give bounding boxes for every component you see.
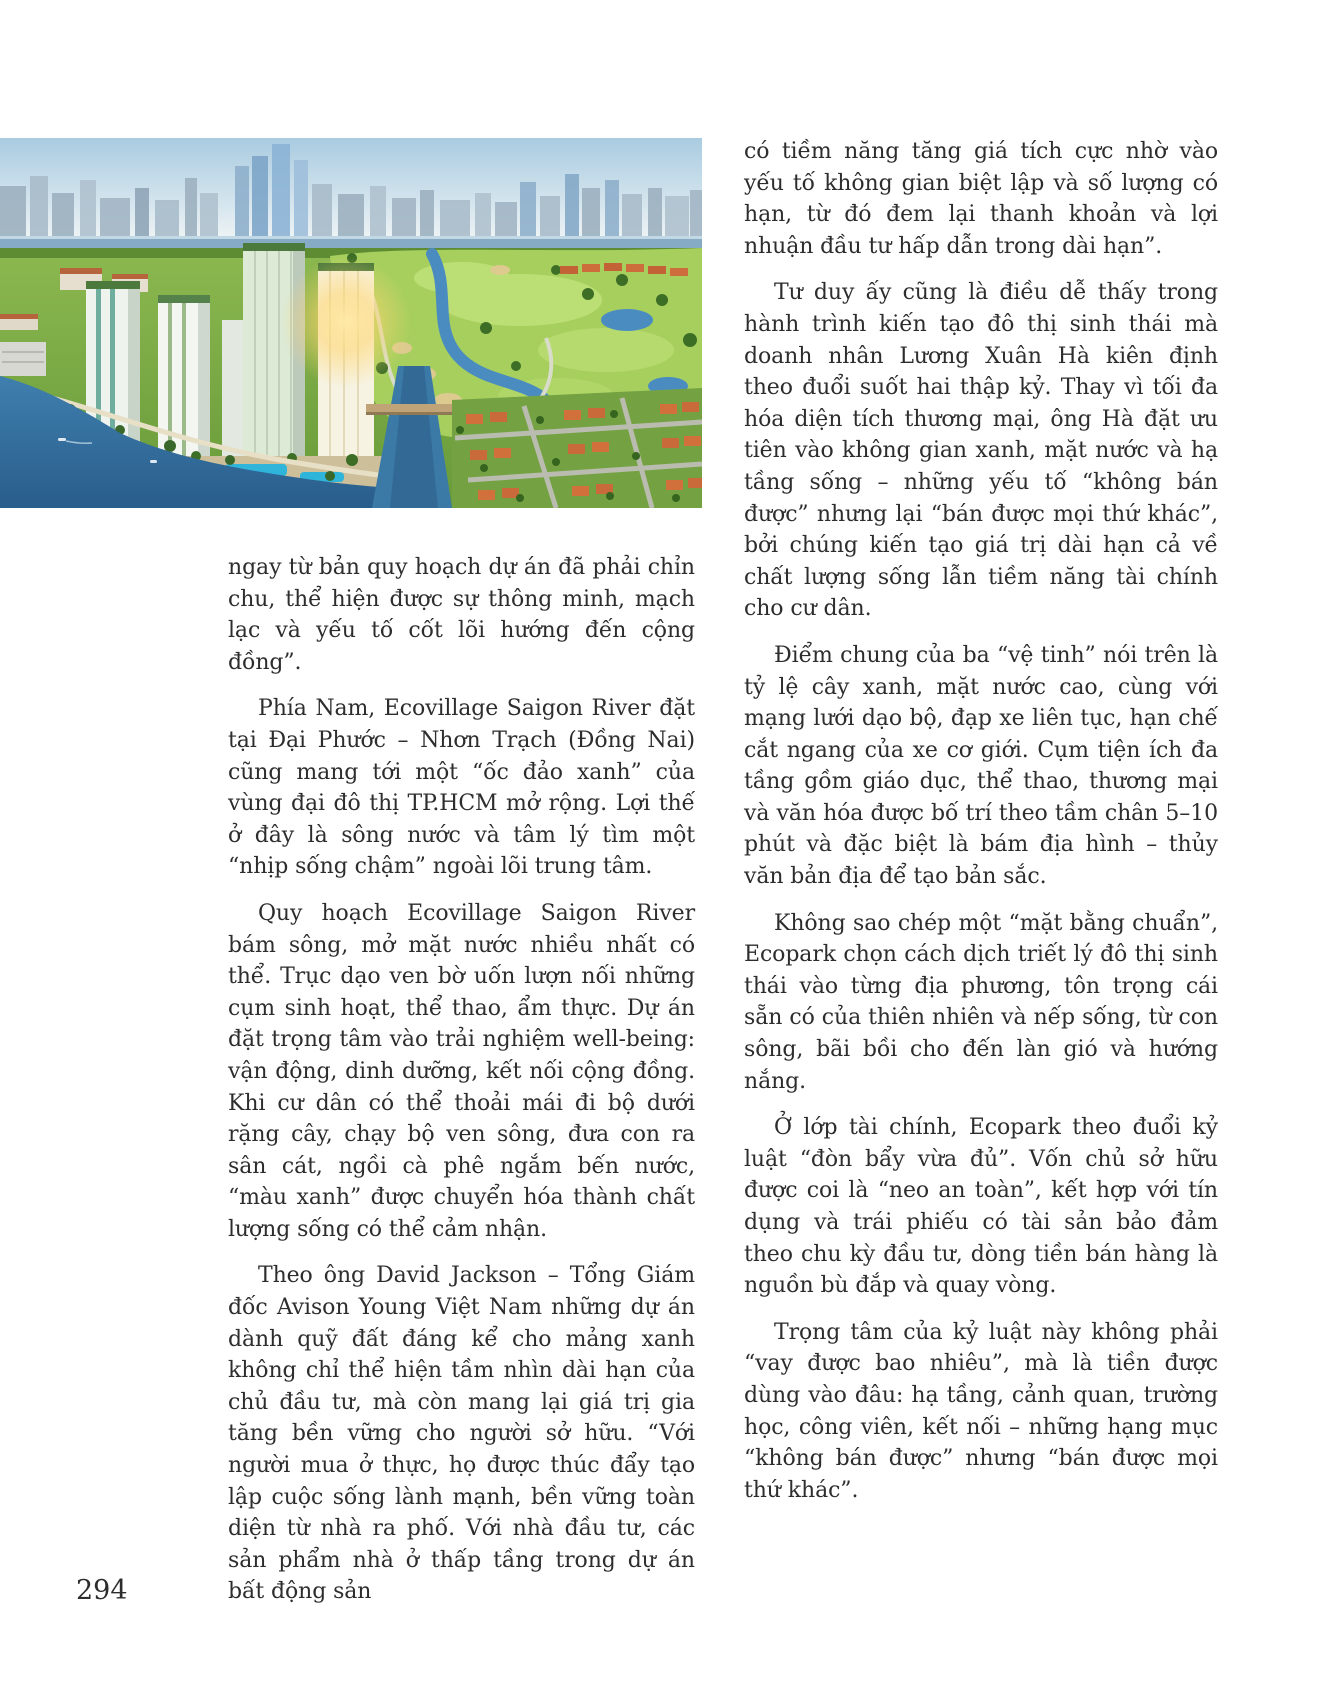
- paragraph: Ở lớp tài chính, Ecopark theo đuổi kỷ luật “đòn bẩy vừa đủ”. Vốn chủ sở hữu được coi là “neo an toàn”, kết hợp với tín dụng và trái phiếu có tài sản bảo đảm theo chu kỳ đầu tư, dòng tiền bán hàng là nguồn bù đắp và quay vòng.: [744, 1115, 1218, 1299]
- paragraph: Không sao chép một “mặt bằng chuẩn”, Ecopark chọn cách dịch triết lý đô thị sinh thái vào từng địa phương, tôn trọng cái sẵn có của thiên nhiên và nếp sống, từ con sông, bãi bồi cho đến làn gió và hướng nắng.: [744, 910, 1218, 1094]
- page-number: 294: [76, 1575, 128, 1606]
- paragraph: Quy hoạch Ecovillage Saigon River bám sông, mở mặt nước nhiều nhất có thể. Trục dạo ven bờ uốn lượn nối những cụm sinh hoạt, thể thao, ẩm thực. Dự án đặt trọng tâm vào trải nghiệm well-being: vận động, dinh dưỡng, kết nối cộng đồng. Khi cư dân có thể thoải mái đi bộ dưới rặng cây, chạy bộ ven sông, đưa con ra sân cát, ngồi cà phê ngắm bến nước, “màu xanh” được chuyển hóa thành chất lượng sống có thể cảm nhận.: [228, 900, 695, 1242]
- paragraph: ngay từ bản quy hoạch dự án đã phải chỉn chu, thể hiện được sự thông minh, mạch lạc và yếu tố cốt lõi hướng đến cộng đồng”.: [228, 555, 695, 675]
- aerial-photo-illustration: [0, 138, 702, 508]
- paragraph: Tư duy ấy cũng là điều dễ thấy trong hành trình kiến tạo đô thị sinh thái mà doanh nhân Lương Xuân Hà kiên định theo đuổi suốt hai thập kỷ. Thay vì tối đa hóa diện tích thương mại, ông Hà đặt ưu tiên vào không gian xanh, mặt nước và hạ tầng sống – những yếu tố “không bán được” nhưng lại “bán được mọi thứ khác”, bởi chúng kiến tạo giá trị dài hạn cả về chất lượng sống lẫn tiềm năng tài chính cho cư dân.: [744, 280, 1218, 622]
- paragraph: có tiềm năng tăng giá tích cực nhờ vào yếu tố không gian biệt lập và số lượng có hạn, từ đó đem lại thanh khoản và lợi nhuận đầu tư hấp dẫn trong dài hạn”.: [744, 139, 1218, 259]
- paragraph: Điểm chung của ba “vệ tinh” nói trên là tỷ lệ cây xanh, mặt nước cao, cùng với mạng lưới dạo bộ, đạp xe liên tục, hạn chế cắt ngang của xe cơ giới. Cụm tiện ích đa tầng gồm giáo dục, thể thao, thương mại và văn hóa được bố trí theo tầm chân 5–10 phút và đặc biệt là bám địa hình – thủy văn bản địa để tạo bản sắc.: [744, 642, 1218, 890]
- paragraph: Phía Nam, Ecovillage Saigon River đặt tại Đại Phước – Nhơn Trạch (Đồng Nai) cũng mang tới một “ốc đảo xanh” của vùng đại đô thị TP.HCM mở rộng. Lợi thế ở đây là sông nước và tâm lý tìm một “nhịp sống chậm” ngoài lõi trung tâm.: [228, 696, 695, 880]
- paragraph: Trọng tâm của kỷ luật này không phải “vay được bao nhiêu”, mà là tiền được dùng vào đâu: hạ tầng, cảnh quan, trường học, công viên, kết nối – những hạng mục “không bán được” nhưng “bán được mọi thứ khác”.: [744, 1319, 1218, 1503]
- paragraph: Theo ông David Jackson – Tổng Giám đốc Avison Young Việt Nam những dự án dành quỹ đất đáng kể cho mảng xanh không chỉ thể hiện tầm nhìn dài hạn của chủ đầu tư, mà còn mang lại giá trị gia tăng bền vững cho người sở hữu. “Với người mua ở thực, họ được thúc đẩy tạo lập cuộc sống lành mạnh, bền vững toàn diện từ nhà ra phố. Với nhà đầu tư, các sản phẩm nhà ở thấp tầng trong dự án bất động sản: [228, 1263, 695, 1605]
- left-column: [228, 552, 695, 1608]
- aerial-eco-city-photo: [0, 138, 702, 508]
- right-column: [744, 136, 1218, 1506]
